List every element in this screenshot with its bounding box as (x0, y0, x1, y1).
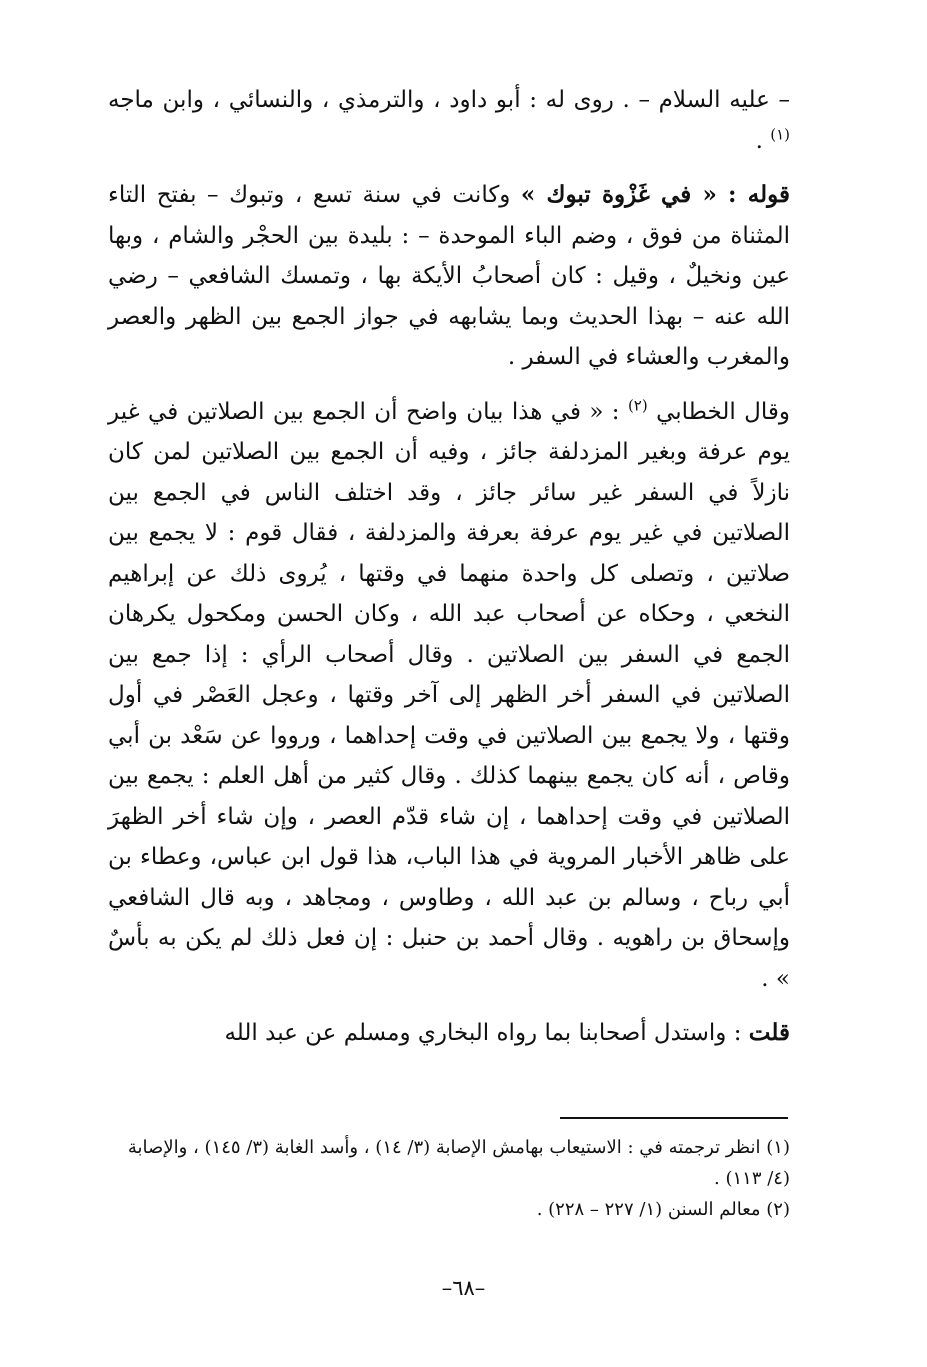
paragraph-text: : واستدل أصحابنا بما رواه البخاري ومسلم عن عبد الله (224, 1020, 749, 1046)
paragraph-text: وقال الخطابي (647, 398, 790, 425)
paragraph-lead: قوله : « في غَزْوة تبوك » (520, 181, 790, 208)
footnote-marker[interactable]: (١) (770, 124, 790, 143)
paragraph-tail: : « في هذا بيان واضح أن الجمع بين الصلاتين في غير يوم عرفة وبغير المزدلفة جائز ، وفيه أن الجمع بين الصلاتين لمن كان نازلاً في السفر غير سائر جائز ، وقد اختلف الناس في الجمع بين الصلاتين في غير يوم عرفة بعرفة والمزدلفة ، فقال قوم : لا يجمع بين صلاتين ، وتصلى كل واحدة منهما في وقتها ، يُروى ذلك عن إبراهيم النخعي ، وحكاه عن أصحاب عبد الله ، وكان الحسن ومكحول يكرهان الجمع في السفر بين الصلاتين . وقال أصحاب الرأي : إذا جمع بين الصلاتين في السفر أخر الظهر إلى آخر وقتها ، وعجل العَصْر في أول وقتها ، ولا يجمع بين الصلاتين في وقت إحداهما ، ورووا عن سَعْد بن أبي وقاص ، أنه كان يجمع بينهما كذلك . وقال كثير من أهل العلم : يجمع بين الصلاتين في وقت إحداهما ، إن شاء قدّم العصر ، وإن شاء أخر الظهرَ على ظاهر الأخبار المروية في هذا الباب، هذا قول ابن عباس، وعطاء بن أبي رباح ، وسالم بن عبد الله ، وطاوس ، ومجاهد ، وبه قال الشافعي وإسحاق بن راهويه . وقال أحمد بن حنبل : إن فعل ذلك لم يكن به بأسٌ » . (108, 398, 790, 992)
footnotes (108, 1132, 790, 1225)
footnote: (١) انظر ترجمته في : الاستيعاب بهامش الإصابة (٣/ ١٤) ، وأسد الغابة (٣/ ١٤٥) ، والإصابة (٤/ ١١٣) . (127, 1137, 790, 1189)
page-number: –٦٨– (441, 1276, 486, 1300)
paragraph-text: وكانت في سنة تسع ، وتبوك – بفتح التاء المثناة من فوق ، وضم الباء الموحدة – : بليدة بين الحجْر والشام ، وبها عين ونخيلٌ ، وقيل : كان أصحابُ الأيكة بها ، وتمسك الشافعي – رضي الله عنه – بهذا الحديث وبما يشابهه في جواز الجمع بين الظهر والعصر والمغرب والعشاء في السفر . (108, 182, 790, 370)
main-text (108, 80, 790, 1054)
paragraph-lead: قلت (748, 1019, 790, 1046)
paragraph (108, 1013, 790, 1054)
footnote-separator (560, 1117, 788, 1119)
paragraph (108, 392, 790, 1000)
paragraph-tail: . (755, 127, 771, 154)
paragraph-text: – عليه السلام – . روى له : أبو داود ، والترمذي ، والنسائي ، وابن ماجه (108, 87, 790, 113)
footnote: (٢) معالم السنن (١/ ٢٢٧ – ٢٢٨) . (536, 1199, 790, 1220)
footnote-marker[interactable]: (٢) (627, 395, 648, 414)
paragraph (108, 175, 790, 378)
paragraph (108, 80, 790, 161)
